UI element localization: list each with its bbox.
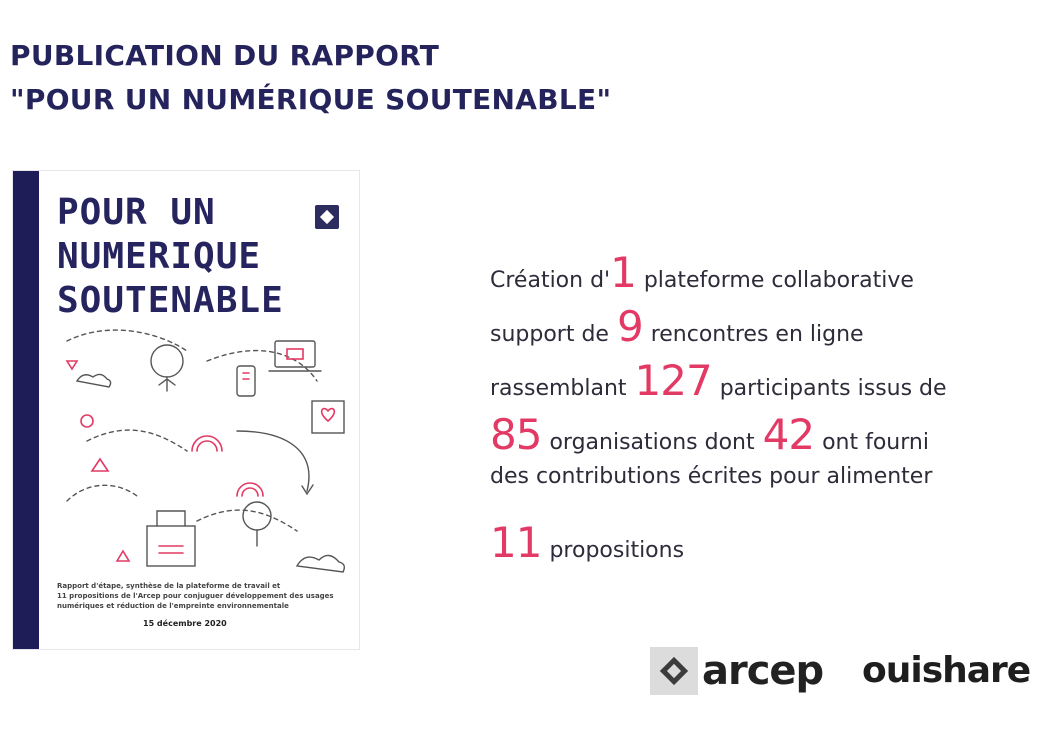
stat-number-proposals: 11 — [490, 518, 542, 567]
report-cover — [12, 170, 360, 650]
arcep-wordmark: arcep — [702, 648, 824, 694]
stats-text: plateforme collaborative — [643, 268, 914, 293]
stats-line — [490, 410, 1038, 464]
stats-line — [490, 248, 1038, 302]
stat-number-organisations: 85 — [490, 410, 542, 459]
cover-title-line: POUR UN — [57, 192, 216, 233]
stats-text: Création d' — [490, 268, 611, 293]
arcep-logo — [650, 646, 823, 696]
stat-number-contributions: 42 — [762, 410, 815, 459]
cover-title — [57, 191, 284, 323]
stats-text: organisations dont — [549, 430, 755, 455]
cover-side-bar — [13, 171, 39, 649]
stats-text: propositions — [549, 538, 685, 563]
stats-text: ont fourni — [822, 430, 929, 455]
stats-line — [490, 356, 1038, 410]
stats-text: rassemblant — [490, 376, 627, 401]
cover-date: 15 décembre 2020 — [143, 619, 227, 628]
arcep-mark-icon — [650, 647, 698, 695]
cover-subtitle-line: 11 propositions de l'Arcep pour conjuguer développement des usages — [57, 592, 334, 600]
headline — [10, 34, 611, 122]
stats-line — [490, 464, 1038, 518]
cover-subtitle-line: Rapport d'étape, synthèse de la plateforme de travail et — [57, 582, 281, 590]
arcep-small-logo-icon — [315, 205, 339, 229]
stat-number-platform: 1 — [610, 248, 636, 297]
stats-text: des contributions écrites pour alimenter — [490, 464, 933, 489]
cover-title-line: SOUTENABLE — [57, 280, 284, 321]
cover-title-line: NUMERIQUE — [57, 236, 262, 277]
cover-subtitle — [57, 581, 347, 611]
stats-text: participants issus de — [719, 376, 947, 401]
stats-line — [490, 518, 1038, 572]
stats-text: rencontres en ligne — [650, 322, 864, 347]
headline-line-1: PUBLICATION DU RAPPORT — [10, 39, 440, 72]
stats-line — [490, 302, 1038, 356]
stat-number-meetings: 9 — [616, 302, 643, 351]
cover-illustration — [47, 321, 357, 581]
stats-text: support de — [490, 322, 609, 347]
headline-line-2: "POUR UN NUMÉRIQUE SOUTENABLE" — [10, 83, 612, 116]
stats-paragraph — [490, 248, 1038, 572]
stat-number-participants: 127 — [634, 356, 712, 405]
ouishare-logo: ouishare — [862, 650, 1031, 691]
cover-subtitle-line: numériques et réduction de l'empreinte environnementale — [57, 602, 289, 610]
